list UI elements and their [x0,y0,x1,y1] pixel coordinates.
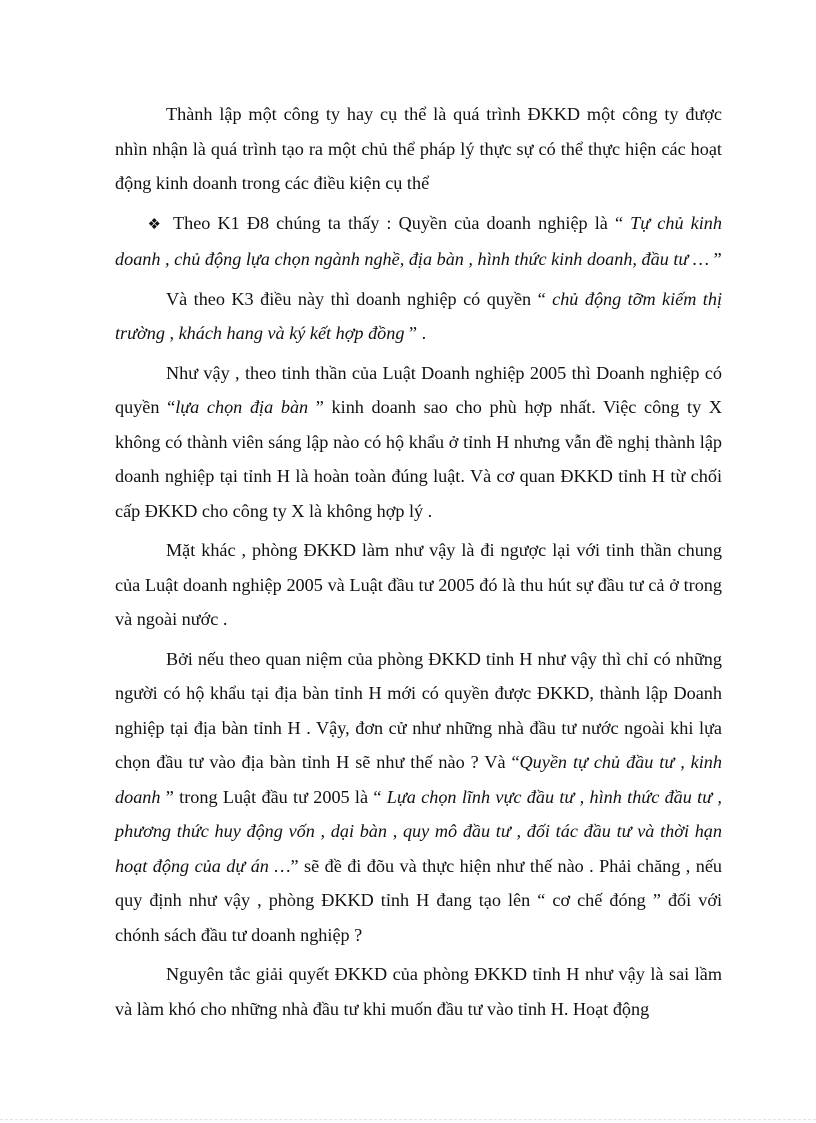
paragraph-6-rest: ” sẽ đề đi đõu và thực hiện như thế nào . Phải chăng , nếu quy định như vậy , phòng ĐKKD tỉnh H đang tạo lên “ cơ chế đóng ” đối với chónh sách đầu tư doanh nghiệp ? [115,855,723,945]
paragraph-1-text: Thành lập một công ty hay cụ thể là quá trình ĐKKD một công ty được nhìn nhận là quá trình tạo ra một chủ thể pháp lý thực sự có thể thực hiện các hoạt động kinh doanh trong các điều kiện cụ thể [115,104,722,193]
diamond-bullet-icon: ❖ [147,216,161,233]
paragraph-4-quote: lựa chọn địa bàn [175,397,309,417]
paragraph-7 [115,957,722,1026]
paragraph-2-close: ” [709,249,722,269]
paragraph-6-text: Bởi nếu theo quan niệm của phòng ĐKKD tỉnh H như vậy thì chỉ có những người có hộ khẩu tại địa bàn tỉnh H mới có quyền được ĐKKD, thành lập Doanh nghiệp tại địa bàn tỉnh H . Vậy, đơn cử như những nhà đầu tư nước ngoài khi lựa chọn đầu tư vào địa bàn tỉnh H sẽ như thế nào ? Và “ [115,648,722,772]
document-body [115,97,722,1031]
paragraph-5-text: Mặt khác , phòng ĐKKD làm như vậy là đi ngược lại với tinh thần chung của Luật doanh nghiệp 2005 và Luật đầu tư 2005 đó là thu hút sự đầu tư cả ở trong và ngoài nước . [115,540,722,629]
paragraph-2 [115,206,722,277]
page-bottom-rule [0,1119,816,1120]
paragraph-4 [115,356,722,529]
paragraph-4-rest: ” kinh doanh sao cho phù hợp nhất. Việc công ty X không có thành viên sáng lập nào có hộ khẩu ở tỉnh H nhưng vẫn đề nghị thành lập doanh nghiệp tại tỉnh H là hoàn toàn đúng luật. Và cơ quan ĐKKD tỉnh H từ chối cấp ĐKKD cho công ty X là không hợp lý . [115,397,722,521]
paragraph-3-text: Và theo K3 điều này thì doanh nghiệp có quyền “ [166,288,553,309]
paragraph-1 [115,97,722,201]
paragraph-3-close: ” . [404,323,427,343]
paragraph-6-quote-2: Lựa chọn lĩnh vực đầu tư , hình thức đầu tư , phương thức huy động vốn , dại bàn , quy mô đầu tư , đối tác đầu tư và thời hạn hoạt động của dự án … [115,786,722,876]
paragraph-4-text: Như vậy , theo tinh thần của Luật Doanh nghiệp 2005 thì Doanh nghiệp có quyền “ [115,362,722,417]
paragraph-6 [115,642,722,953]
paragraph-6-quote-1: Quyền tự chủ đầu tư , kinh doanh [115,752,722,807]
paragraph-2-text: Theo K1 Đ8 chúng ta thấy : Quyền của doanh nghiệp là “ [173,212,631,233]
paragraph-3-quote: chủ động tỡm kiếm thị trường , khách hang và ký kết hợp đồng [115,288,723,343]
paragraph-7-text: Nguyên tắc giải quyết ĐKKD của phòng ĐKKD tỉnh H như vậy là sai lầm và làm khó cho những nhà đầu tư khi muốn đầu tư vào tỉnh H. Hoạt động [115,964,722,1019]
paragraph-2-quote: Tự chủ kinh doanh , chủ động lựa chọn ngành nghề, địa bàn , hình thức kinh doanh, đầu tư … [115,212,722,269]
paragraph-6-middle: ” trong Luật đầu tư 2005 là “ [160,786,387,807]
paragraph-5 [115,533,722,637]
paragraph-3 [115,282,722,351]
